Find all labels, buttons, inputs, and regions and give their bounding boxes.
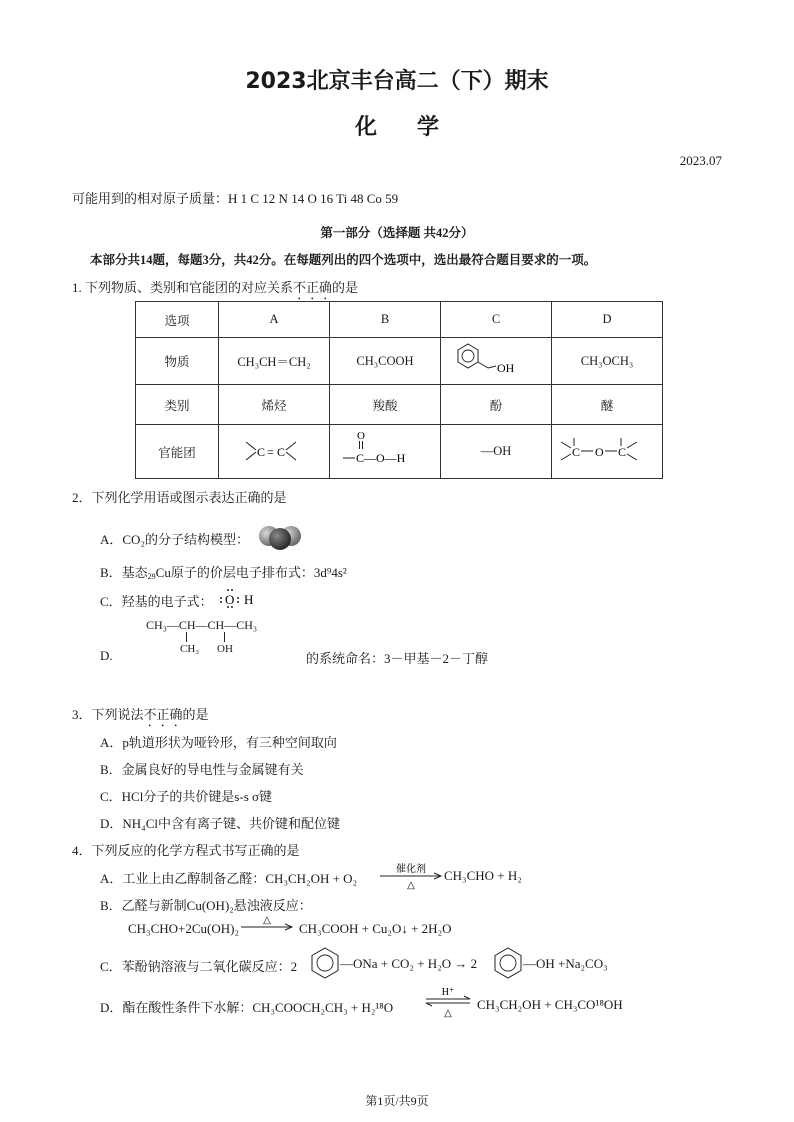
heat-label: △ xyxy=(407,880,415,891)
q1-stem xyxy=(72,277,358,303)
option-header: A xyxy=(219,302,330,338)
table-row xyxy=(136,302,663,338)
q3-stem-post: 的是 xyxy=(182,707,209,722)
q2-option-d-label: D. xyxy=(100,648,113,663)
oxygen-label: O xyxy=(357,429,365,442)
part1-description: 本部分共14题，每题3分，共42分。在每题列出的四个选项中，选出最符合题目要求的一项。 xyxy=(90,253,597,267)
table-row xyxy=(136,385,663,425)
q4-option-c: C．苯酚钠溶液与二氧化碳反应：2 xyxy=(100,959,298,974)
q2-option-c xyxy=(100,591,213,610)
q4-option-c-products: —OH +Na₂CO₃ xyxy=(523,956,608,971)
q4-b-products: CH₃COOH + Cu₂O↓ + 2H₂O xyxy=(299,921,452,936)
q2-option-b-pre: B．基态 xyxy=(100,565,148,580)
table-row xyxy=(136,425,663,479)
q1-stem-post: 的是 xyxy=(332,280,359,295)
oxygen-label: O xyxy=(595,444,604,459)
oxygen-label: O xyxy=(225,592,235,607)
row-label: 选项 xyxy=(136,302,219,338)
heat-label: △ xyxy=(444,1008,452,1019)
carbon-label: C xyxy=(257,444,266,459)
exam-date: 2023.07 xyxy=(679,153,722,168)
hydroxyl-electron-formula xyxy=(216,587,266,611)
carbon-label: C xyxy=(572,444,581,459)
substance-a: CH₃CH＝CH₂ xyxy=(219,338,330,385)
q2-option-a xyxy=(100,529,249,548)
catalyst-label: 催化剂 xyxy=(396,864,426,875)
page-title: 2023北京丰台高二（下）期末 xyxy=(245,69,549,94)
functional-group-a xyxy=(219,425,330,479)
option-header: C xyxy=(441,302,552,338)
q3-stem xyxy=(72,704,209,730)
q2-d-hydroxyl: OH xyxy=(217,643,233,655)
branch-bond xyxy=(224,632,225,642)
q1-table xyxy=(135,301,663,479)
q3-option-c: C．HCl分子的共价键是s-s σ键 xyxy=(100,789,273,804)
functional-group-d xyxy=(552,425,663,479)
branch-bond xyxy=(186,632,187,642)
q4-option-c-middle: —ONa + CO₂ + H₂O → 2 xyxy=(340,956,478,971)
q4-b-reaction-arrow xyxy=(239,913,295,937)
q4-option-a: A．工业上由乙醇制备乙醛：CH₃CH₂OH + O₂ xyxy=(100,871,358,886)
ether-group-structure xyxy=(555,430,659,470)
q1-stem-pre: 1. 下列物质、类别和官能团的对应关系 xyxy=(72,280,294,295)
table-row xyxy=(136,338,663,385)
carbon-label: C xyxy=(277,444,286,459)
q3-option-a: A．p轨道形状为哑铃形，有三种空间取向 xyxy=(100,735,337,750)
benzene-ring-icon xyxy=(309,946,341,980)
q2-d-main-chain: CH₃—CH—CH—CH₃ xyxy=(146,618,258,632)
carboxyl-chain: C—O—H xyxy=(356,450,406,465)
q2-option-a-text: A．CO₂的分子结构模型： xyxy=(100,532,249,547)
q3-stem-pre: 3．下列说法 xyxy=(72,707,144,722)
hydrogen-label: H xyxy=(244,592,254,607)
oh-label: OH xyxy=(497,361,515,375)
q4-b-reactants: CH₃CHO+2Cu(OH)₂ xyxy=(128,921,240,936)
q4-option-d: D．酯在酸性条件下水解：CH₃COOCH₂CH₃ + H₂¹⁸O xyxy=(100,1000,394,1015)
q2-option-c-text: C．羟基的电子式： xyxy=(100,594,213,609)
substance-d: CH₃OCH₃ xyxy=(552,338,663,385)
carboxyl-group-structure xyxy=(335,428,435,472)
row-label: 类别 xyxy=(136,385,219,425)
part1-title: 第一部分（选择题 共42分） xyxy=(320,226,474,240)
page-number: 第1页/共9页 xyxy=(365,1094,429,1108)
row-label: 物质 xyxy=(136,338,219,385)
category-c: 酚 xyxy=(441,385,552,425)
q4-option-a-product: CH₃CHO + H₂ xyxy=(444,868,522,883)
functional-group-c: —OH xyxy=(441,425,552,479)
q1-stem-emphasis: 不正确 xyxy=(293,280,333,295)
category-d: 醚 xyxy=(552,385,663,425)
q3-option-b: B．金属良好的导电性与金属键有关 xyxy=(100,762,304,777)
benzyl-alcohol-structure xyxy=(446,338,546,380)
heat-label: △ xyxy=(263,915,271,926)
row-label: 官能团 xyxy=(136,425,219,479)
co2-space-filling-model-icon xyxy=(258,519,302,553)
category-a: 烯烃 xyxy=(219,385,330,425)
q4-option-d-products: CH₃CH₂OH + CH₃CO¹⁸OH xyxy=(477,997,623,1012)
benzene-ring-icon xyxy=(492,946,524,980)
substance-b: CH₃COOH xyxy=(330,338,441,385)
substance-c xyxy=(441,338,552,385)
q4-option-b: B．乙醛与新制Cu(OH)₂悬浊液反应： xyxy=(100,898,312,913)
q2-option-b-post: Cu原子的价层电子排布式：3d⁹4s² xyxy=(155,565,347,580)
atomic-masses: 可能用到的相对原子质量：H 1 C 12 N 14 O 16 Ti 48 Co 59 xyxy=(72,191,399,206)
q2-d-methyl: CH₃ xyxy=(180,643,200,655)
acid-catalyst-label: H⁺ xyxy=(441,987,455,998)
q4-d-reversible-arrow xyxy=(422,984,474,1020)
category-b: 羧酸 xyxy=(330,385,441,425)
q4-stem: 4．下列反应的化学方程式书写正确的是 xyxy=(72,843,300,858)
q3-option-d: D．NH₄Cl中含有离子键、共价键和配位键 xyxy=(100,816,340,831)
option-header: B xyxy=(330,302,441,338)
q4-a-reaction-arrow xyxy=(378,861,444,891)
carbon-label: C xyxy=(618,444,627,459)
q3-stem-emphasis: 不正确 xyxy=(143,707,183,722)
q2-stem: 2．下列化学用语或图示表达正确的是 xyxy=(72,490,287,505)
alkene-group-structure xyxy=(234,430,314,470)
functional-group-b xyxy=(330,425,441,479)
double-bond: = xyxy=(267,444,274,459)
subject-title: 化学 xyxy=(354,115,479,140)
q2-option-b: B．基态$_{29}$Cu原子的价层电子排布式：3d⁹4s² xyxy=(100,565,347,581)
option-header: D xyxy=(552,302,663,338)
q2-option-d-text: 的系统命名：3－甲基－2－丁醇 xyxy=(306,651,489,666)
